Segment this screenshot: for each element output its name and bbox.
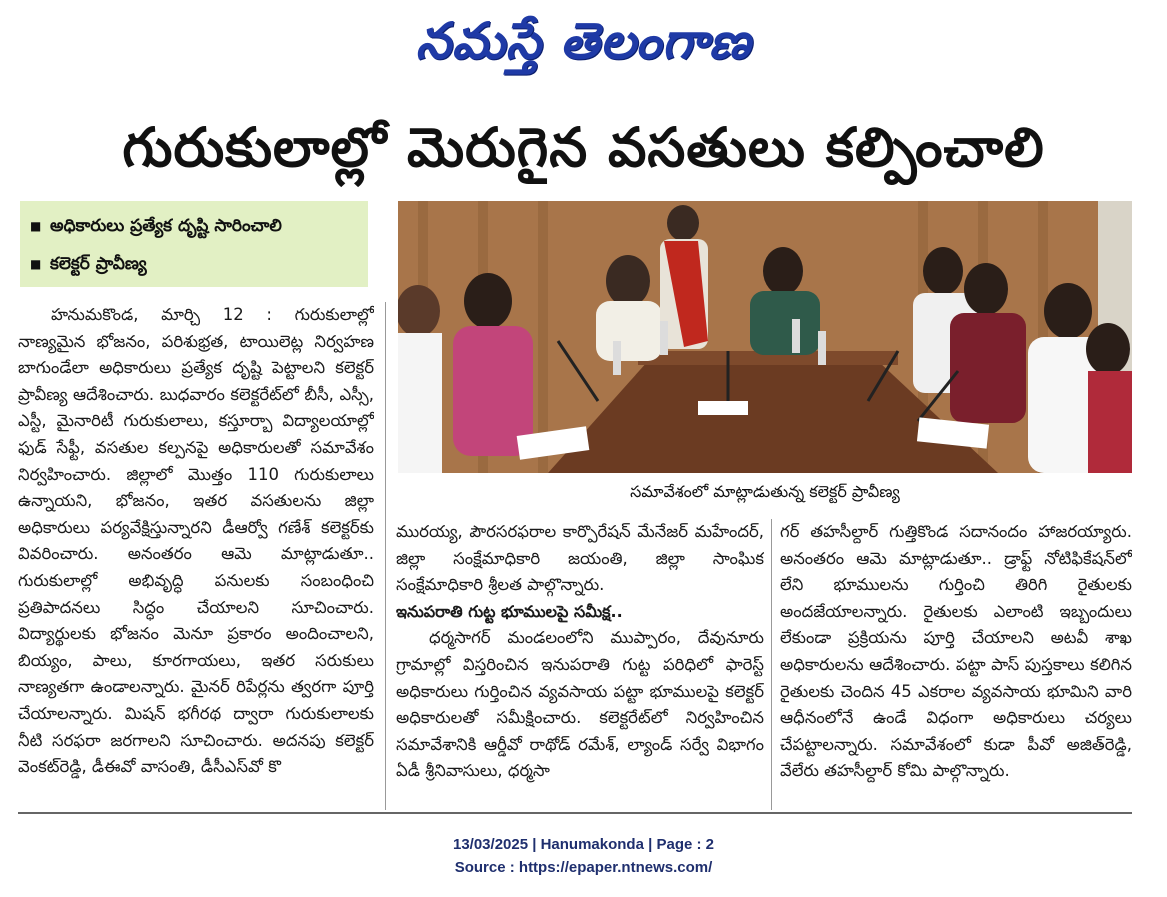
footer-rule bbox=[18, 812, 1132, 814]
column-divider bbox=[385, 302, 386, 810]
meeting-photo-illustration bbox=[398, 201, 1132, 473]
photo-caption: సమావేశంలో మాట్లాడుతున్న కలెక్టర్ ప్రావీణ్య bbox=[630, 482, 900, 501]
article-column-1: హనుమకొండ, మార్చి 12 : గురుకులాల్లో నాణ్యమైన భోజనం, పరిశుభ్రత, టాయిలెట్ల నిర్వహణ బాగుండేలా అధికారులు ప్రత్యేక దృష్టి పెట్టాలని కలెక్టర్ ప్రావీణ్య ఆదేశించారు. బుధవారం కలెక్టరేట్‌లో బీసీ, ఎస్సీ, ఎస్టీ, మైనారిటీ గురుకులాలు, కస్తూర్బా విద్యాలయాల్లో ఫుడ్ సేఫ్టీ, వసతుల కల్పనపై అధికారులతో సమావేశం నిర్వహించారు. జిల్లాలో మొత్తం 110 గురుకులాలు ఉన్నాయని, భోజనం, ఇతర వసతులను జిల్లా అధికారులు పర్యవేక్షిస్తున్నారని డీఆర్వో గణేశ్ కలెక్టర్‌కు వివరించారు. అనంతరం ఆమె మాట్లాడుతూ.. గురుకులాల్లో అభివృద్ధి పనులకు సంబంధించి ప్రతిపాదనలు సిద్ధం చేయాలని సూచించారు. విద్యార్థులకు భోజనం మెనూ ప్రకారం అందించాలని, బియ్యం, పాలు, కూరగాయలు, ఇతర సరుకులు నాణ్యతగా ఉండాలన్నారు. మైనర్ రిపేర్లను త్వరగా పూర్తి చేయాలన్నారు. మిషన్ భగీరథ ద్వారా గురుకులాలకు నీటి సరఫరా జరగాలని సూచించారు. అదనపు కలెక్టర్ వెంకట్‌రెడ్డి, డీఈవో వాసంతి, డీసీఎస్‌వో కొ bbox=[18, 305, 374, 777]
article-column-2 bbox=[396, 519, 764, 812]
highlights-box bbox=[20, 201, 368, 287]
column-divider bbox=[771, 519, 772, 810]
article-paragraph: మురయ్య, పౌరసరఫరాల కార్పొరేషన్ మేనేజర్ మహేందర్, జిల్లా సంక్షేమాధికారి జయంతి, జిల్లా సాంఘిక సంక్షేమాధికారి శ్రీలత పాల్గొన్నారు. bbox=[396, 522, 764, 595]
meeting-photo bbox=[398, 201, 1132, 473]
newspaper-masthead: నమస్తే తెలంగాణ bbox=[415, 12, 752, 70]
highlight-item bbox=[30, 215, 282, 237]
footer-source-link[interactable]: Source : https://epaper.ntnews.com/ bbox=[454, 859, 713, 876]
article-headline: గురుకులాల్లో మెరుగైన వసతులు కల్పించాలి bbox=[122, 116, 1045, 179]
highlight-item bbox=[30, 253, 147, 275]
footer-edition-info: 13/03/2025 | Hanumakonda | Page : 2 bbox=[452, 836, 714, 853]
highlight-text: అధికారులు ప్రత్యేక దృష్టి సారించాలి bbox=[50, 216, 282, 236]
square-bullet-icon: ■ bbox=[30, 219, 42, 233]
square-bullet-icon: ■ bbox=[30, 257, 42, 271]
highlight-text: కలెక్టర్ ప్రావీణ్య bbox=[50, 254, 147, 274]
article-column-3: గర్ తహసీల్దార్ గుత్తికొండ సదానందం హాజరయ్యారు. అనంతరం ఆమె మాట్లాడుతూ.. డ్రాఫ్ట్ నోటిఫికేషన్‌లో లేని భూములను గుర్తించి తిరిగి రైతులకు అందజేయాలన్నారు. రైతులకు ఎలాంటి ఇబ్బందులు లేకుండా ప్రక్రియను పూర్తి చేయాలని అటవీ శాఖ అధికారులను ఆదేశించారు. పట్టా పాస్ పుస్తకాలు కలిగిన రైతులకు చెందిన 45 ఎకరాల వ్యవసాయ భూమిని వారి ఆధీనంలోనే ఉండే విధంగా అధికారులు చర్యలు చేపట్టాలన్నారు. సమావేశంలో కుడా పీవో అజిత్‌రెడ్డి, వేలేరు తహసీల్దార్ కోమి పాల్గొన్నారు. bbox=[780, 522, 1132, 781]
article-paragraph: ధర్మసాగర్ మండలంలోని ముప్పారం, దేవునూరు గ్రామాల్లో విస్తరించిన ఇనుపరాతి గుట్ట పరిధిలో ఫారెస్ట్ అధికారులు గుర్తించిన వ్యవసాయ పట్టా భూములపై కలెక్టర్ అధికారులతో సమీక్షించారు. కలెక్టరేట్‌లో నిర్వహించిన సమావేశానికి ఆర్డీవో రాథోడ్ రమేశ్, ల్యాండ్ సర్వే విభాగం ఏడీ శ్రీనివాసులు, ధర్మసా bbox=[396, 628, 764, 781]
article-subheading: ఇనుపరాతి గుట్ట భూములపై సమీక్ష.. bbox=[396, 601, 623, 621]
